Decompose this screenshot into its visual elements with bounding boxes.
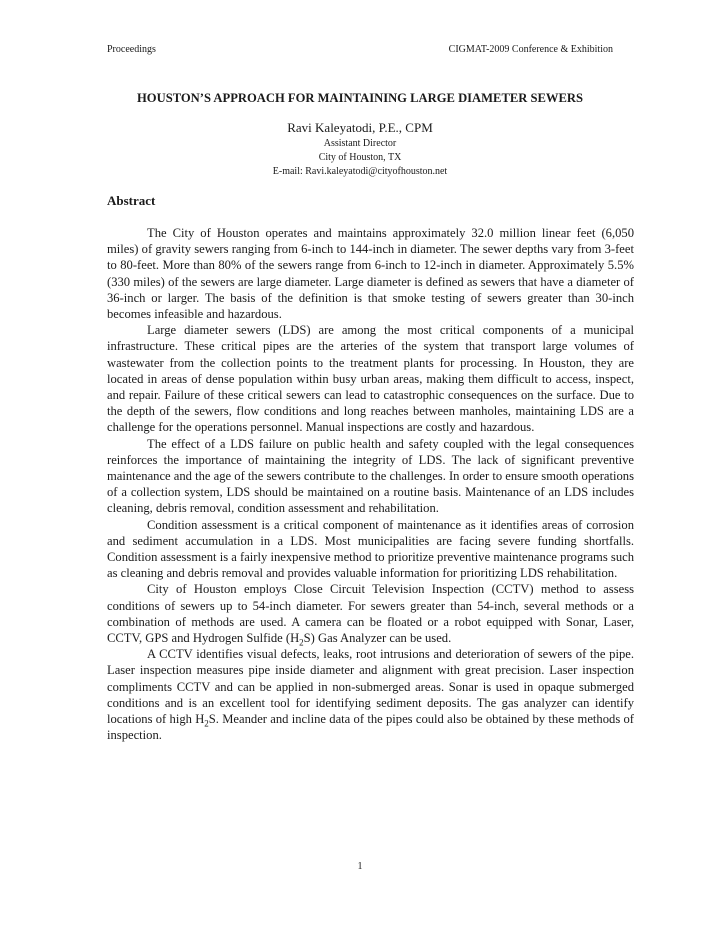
running-header xyxy=(107,44,613,55)
paragraph-1: The City of Houston operates and maintains approximately 32.0 million linear feet (6,050 miles) of gravity sewers ranging from 6-inch to 144-inch in diameter. The sewer depths vary from 3-feet to 80-feet. More than 80% of the sewers range from 6-inch to 12-inch in diameter. Approximately 5.5% (330 miles) of the sewers are large diameter. Large diameter is defined as sewers that have a diameter of 36-inch or larger. The basis of the definition is that smoke testing of sewers greater than 30-inch becomes infeasible and hazardous. xyxy=(107,226,634,322)
author-position: Assistant Director xyxy=(323,138,397,149)
paragraph-3: The effect of a LDS failure on public health and safety coupled with the legal consequences reinforces the importance of maintaining the integrity of LDS. The lack of significant preventive maintenance and the age of the sewers contribute to the challenges. In order to ensure smooth operations of a collection system, LDS should be maintained on a routine basis. Maintenance of an LDS includes cleaning, debris removal, condition assessment and rehabilitation. xyxy=(107,436,635,516)
paragraph-5-text-b: S) Gas Analyzer can be used. xyxy=(303,631,452,646)
abstract-heading: Abstract xyxy=(107,193,156,208)
paper-title: HOUSTON’S APPROACH FOR MAINTAINING LARGE DIAMETER SEWERS xyxy=(137,91,583,105)
paragraph-5-text-a: City of Houston employs Close Circuit Television Inspection (CCTV) method to assess conditions of sewers up to 54-inch diameter. For sewers greater than 54-inch, several methods or a combination of methods are used. A camera can be floated or a robot equipped with Sonar, Laser, CCTV, GPS and Hydrogen Sulfide (H xyxy=(107,582,634,646)
header-left: Proceedings xyxy=(107,44,156,55)
author-email: E-mail: Ravi.kaleyatodi@cityofhouston.net xyxy=(272,166,448,177)
paragraph-5-subscript: 2 xyxy=(299,637,304,648)
paragraph-6-text-a: A CCTV identifies visual defects, leaks, root intrusions and deterioration of sewers of the pipe. Laser inspection measures pipe inside diameter and alignment with great precision. Laser inspection compliments CCTV and can be applied in non-submerged areas. Sonar is used in opaque submerged conditions and is an excellent tool for identifying sediment deposits. The gas analyzer can identify locations of high H xyxy=(107,647,634,727)
author-organization: City of Houston, TX xyxy=(318,152,402,163)
page-number: 1 xyxy=(357,861,363,872)
paragraph-4: Condition assessment is a critical component of maintenance as it identifies areas of corrosion and sediment accumulation in a LDS. Most municipalities are facing severe funding shortfalls. Condition assessment is a fairly inexpensive method to prioritize preventive maintenance programs such as cleaning and debris removal and provides valuable information for prioritizing LDS rehabilitation. xyxy=(107,517,634,581)
abstract-body xyxy=(107,225,634,744)
paragraph-6-text-b: S. Meander and incline data of the pipes could also be obtained by these methods of inspection. xyxy=(107,712,634,743)
header-right: CIGMAT-2009 Conference & Exhibition xyxy=(448,44,613,55)
paragraph-2: Large diameter sewers (LDS) are among the most critical components of a municipal infrastructure. These critical pipes are the arteries of the system that transport large volumes of wastewater from the collection points to the treatment plants for processing. In Houston, they are located in areas of dense population within busy urban areas, making them difficult to access, inspect, and repair. Failure of these critical sewers can lead to catastrophic consequences on the surface. Due to the depth of the sewers, flow conditions and long reaches between manholes, maintaining LDS are a challenge for the operations personnel. Manual inspections are costly and hazardous. xyxy=(107,323,634,435)
paragraph-6 xyxy=(107,646,634,743)
paragraph-5 xyxy=(107,581,634,646)
author-name: Ravi Kaleyatodi, P.E., CPM xyxy=(287,120,433,135)
paragraph-6-subscript: 2 xyxy=(204,718,209,729)
